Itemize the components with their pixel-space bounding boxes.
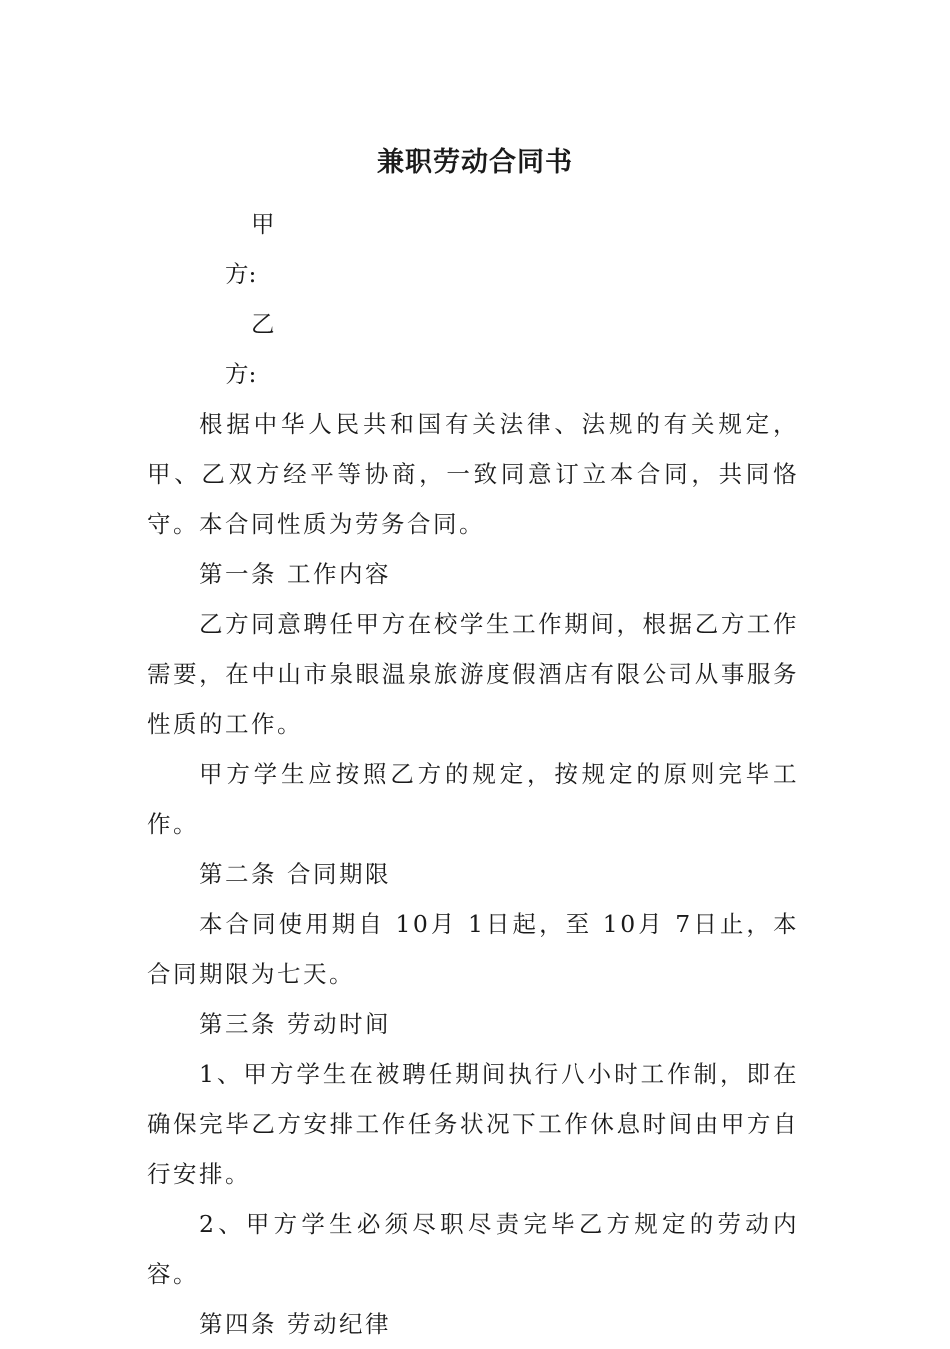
article-1-paragraph-1: 乙方同意聘任甲方在校学生工作期间，根据乙方工作需要，在中山市泉眼温泉旅游度假酒店有限公司从事服务性质的工作。: [147, 610, 799, 738]
preamble-paragraph: 根据中华人民共和国有关法律、法规的有关规定，甲、乙双方经平等协商，一致同意订立本合同，共同恪守。本合同性质为劳务合同。: [147, 410, 799, 538]
party-a-colon: :: [248, 260, 257, 288]
party-b-line: [147, 299, 799, 399]
party-a-label: [199, 199, 275, 299]
party-a-char1: 甲: [251, 210, 275, 238]
party-b-label: [199, 299, 275, 399]
party-b-colon: :: [248, 360, 257, 388]
document-title: 兼职劳动合同书: [377, 147, 573, 178]
party-b-char2: 方: [225, 360, 249, 388]
article-3-heading: 第三条 劳动时间: [199, 1010, 391, 1038]
article-3-paragraph-2: 2、甲方学生必须尽职尽责完毕乙方规定的劳动内容。: [147, 1210, 799, 1288]
article-1-heading: 第一条 工作内容: [199, 560, 391, 588]
article-2-heading: 第二条 合同期限: [199, 860, 391, 888]
party-a-line: [147, 199, 799, 299]
party-a-char2: 方: [225, 260, 249, 288]
article-3-paragraph-1: 1、甲方学生在被聘任期间执行八小时工作制，即在确保完毕乙方安排工作任务状况下工作休息时间由甲方自行安排。: [147, 1060, 799, 1188]
article-1-paragraph-2: 甲方学生应按照乙方的规定，按规定的原则完毕工作。: [147, 760, 799, 838]
article-4-heading: 第四条 劳动纪律: [199, 1310, 391, 1338]
document-body: [147, 199, 799, 1349]
party-b-char1: 乙: [251, 310, 275, 338]
article-2-paragraph-1: 本合同使用期自 10月 1日起，至 10月 7日止，本合同期限为七天。: [147, 910, 799, 988]
